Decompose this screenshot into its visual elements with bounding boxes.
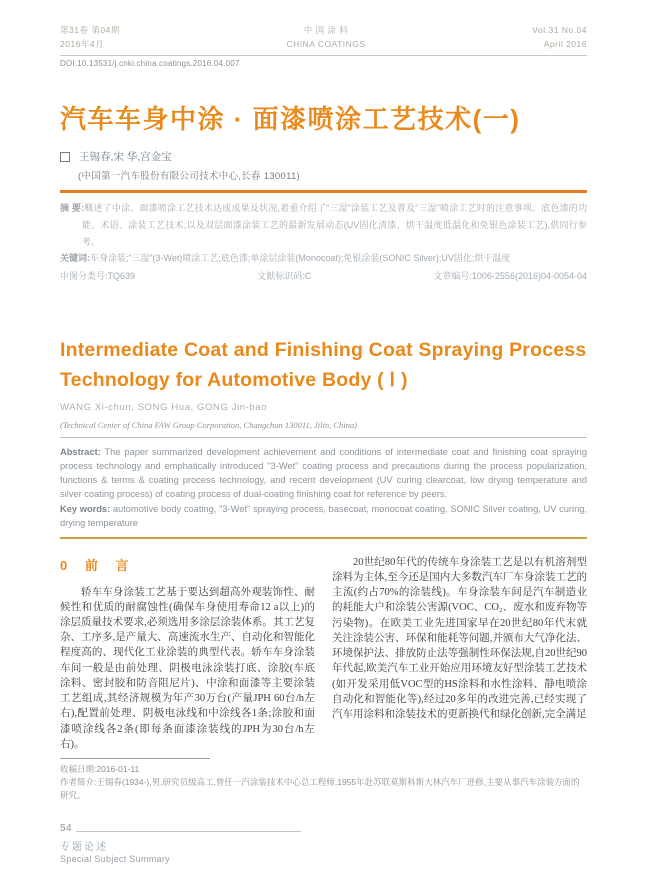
column-name-en: Special Subject Summary — [60, 854, 170, 864]
column-name-cn: 专题论述 — [60, 842, 108, 853]
journal-title-en: CHINA COATINGS — [286, 38, 366, 49]
page-number: 54 — [60, 823, 73, 834]
right-column — [332, 555, 587, 752]
footer-rule — [76, 831, 301, 832]
left-column — [60, 555, 315, 752]
page-footer — [60, 823, 301, 864]
page-number-row — [60, 823, 301, 834]
abstract-cn-block — [60, 200, 587, 284]
article-title-en-line2: Technology for Automotive Body ( Ⅰ ) — [60, 368, 408, 391]
article-number: 文章编号:1006-2556(2016)04-0054-04 — [433, 270, 587, 281]
header-right — [532, 24, 587, 51]
keywords-en-label: Key words: — [60, 503, 111, 514]
header-center — [286, 24, 365, 51]
keywords-cn-text: 车身涂装;“三湿”(3-Wet)喷涂工艺;底色漆;单涂层涂装(Monocoat);免银涂装(SONIC Silver);UV固化;烘干温度 — [90, 253, 511, 264]
keywords-cn-label: 关键词: — [60, 253, 90, 264]
authors-en: WANG Xi-chun, SONG Hua, GONG Jin-bao — [60, 402, 268, 414]
affiliation-en: (Technical Center of China FAW Group Corporation, Changchun 130011, Jilin, China) — [60, 420, 587, 438]
footnote-author-bio: 作者简介:王锡春(1934-),男,研究员级高工,曾任一汽涂装技术中心总工程师,1955年赴苏联莫斯科斯大林汽车厂进修,主要从事汽车涂装方面的研究。 — [60, 777, 580, 801]
abstract-en-label: Abstract: — [60, 447, 101, 458]
keywords-en — [60, 502, 587, 530]
footnote-block — [60, 758, 587, 803]
authors-row — [60, 149, 587, 164]
header-left — [60, 24, 120, 51]
footnote-divider — [60, 758, 210, 759]
article-title-cn: 汽车车身中涂 · 面漆喷涂工艺技术(一) — [60, 104, 521, 135]
author-marker-icon — [60, 152, 70, 162]
gold-divider — [60, 537, 587, 539]
abstract-en-block — [60, 445, 587, 530]
volume-issue-en: Vol.31 No.04 — [532, 25, 587, 35]
journal-header — [60, 24, 587, 56]
abstract-en — [60, 445, 587, 502]
volume-issue-cn: 第31卷 第04期 — [60, 25, 120, 35]
article-title-en — [60, 335, 587, 395]
classification-row — [60, 268, 587, 285]
doi: DOI:10.13531/j.cnki.china.coatings.2016.04.007 — [60, 59, 240, 69]
abstract-cn — [60, 200, 587, 250]
clc-number: 中图分类号:TQ639 — [60, 270, 136, 281]
intro-paragraph-left: 轿车车身涂装工艺基于要达到超高外观装饰性、耐候性和优质的耐腐蚀性(确保车身使用寿命12 a以上)的涂层质量技术要求,必须选用多涂层涂装体系。其工艺复杂、工序多,是产量大、高速流水生产、自动化和智能化程度高的、现代化工业涂装的典型代表。轿车车身涂装车间一般是由前处理、阴极电泳涂装打底、涂胶(车底涂料、密封胶和防音阻尼片)、中涂和面漆等主要涂装工艺组成,其经济规模为年产30万台(产量JPH 60台/h左右),配置前处理、阴极电泳线和中涂线各1条;涂胶和面漆喷涂线各2条(即每条面漆涂装线的JPH为30台/h左右)。 — [60, 586, 315, 750]
abstract-en-text: The paper summarized development achievement and conditions of intermediate coat and finishing coat spraying process technology and emphatically introduced "3-Wet" coating process and precautions during the process popularization, functions & terms & coating process technology, and recent development (UV curing clearcoat, low drying temperature and silver coating process) of coating process of dual-coating finishing coat for reference by peers. — [60, 447, 587, 500]
affiliation-cn: (中国第一汽车股份有限公司技术中心,长春 130011) — [78, 171, 301, 183]
keywords-en-text: automotive body coating, "3-Wet" spraying process, basecoat, monocoat coating, SONIC Silver coating, UV curing, drying temperature — [60, 503, 587, 528]
document-code: 文献标识码:C — [257, 270, 312, 281]
date-en: April 2016 — [543, 38, 587, 49]
authors-cn: 王锡春,宋 华,宫金宝 — [79, 151, 172, 164]
abstract-cn-label: 摘 要: — [60, 203, 85, 214]
orange-divider — [60, 190, 587, 193]
date-cn: 2016年4月 — [60, 38, 105, 49]
footnote-received: 收稿日期:2016-01-11 — [60, 764, 140, 774]
section-0-heading: 0 前 言 — [60, 557, 136, 573]
keywords-cn — [60, 250, 587, 267]
intro-paragraph-right: 20世纪80年代的传统车身涂装工艺是以有机溶剂型涂料为主体,至今还是国内大多数汽车厂车身涂装工艺的主流(约占70%的涂装线)。车身涂装车间是汽车制造业的耗能大户和涂装公害源(VOC、CO₂、废水和废弃物等污染物)。在欧美工业先进国家早在20世纪80年代末就关注涂装公害、环保和能耗等问题,并颁布大气净化法、环境保护法、排放防止法等强制性环保法规,自20世纪90年代起,欧美汽车工业开始应用环境友好型涂装工艺技术(如开发采用低VOC型的HS涂料和水性涂料、静电喷涂自动化和智能化等),经过20多年的改进完善,已经实现了汽车用涂料和涂装技术的更新换代和绿化创新,完全满足 — [332, 556, 587, 720]
journal-title-cn: 中 国 涂 料 — [303, 25, 349, 35]
article-title-en-line1: Intermediate Coat and Finishing Coat Spraying Process — [60, 338, 587, 361]
abstract-cn-text: 概述了中涂、面漆喷涂工艺技术达成成果及状况,着重介绍了“三湿”涂装工艺及普及“三湿”喷涂工艺时的注意事项、底色漆的功能、术语、涂装工艺技术,以及双层面漆涂装工艺的最新发展动态(UV固化清漆、烘干温度低温化和免银色涂装工艺),供同行参考。 — [82, 203, 587, 247]
body-columns — [60, 555, 587, 752]
